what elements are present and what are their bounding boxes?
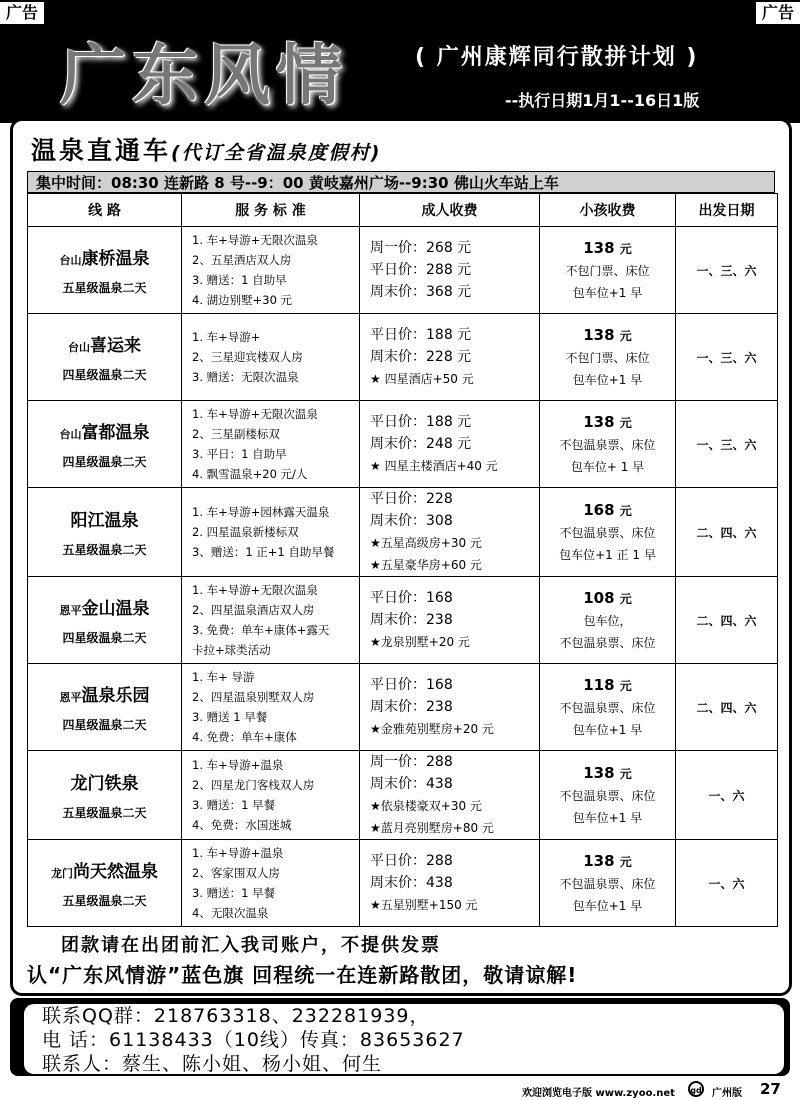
departure-days: 一、三、六 [676,314,778,401]
route-cell [28,227,182,314]
contact-qq: 联系QQ群：218763318、232281939， [42,1005,430,1027]
route-level: 四星级温泉二天 [62,631,147,645]
payment-note: 团款请在出团前汇入我司账户，不提供发票 [61,935,441,956]
child-price-cell [540,488,676,577]
adult-price-line: ★金雅苑别墅房+20 元 [370,722,494,736]
adult-price-line: ★五星别墅+150 元 [370,898,478,912]
departure-days: 一、三、六 [676,401,778,488]
service-item: 1. 车+ 导游 [192,670,255,684]
service-item: 4. 飘雪温泉+20 元/人 [192,467,308,481]
page-title: 广东风情 [60,36,348,114]
column-header-child: 小孩收费 [540,194,676,227]
child-price-cell [540,751,676,840]
table-row [28,314,778,401]
adult-price-line: 周末价：438 [370,776,453,792]
child-price: 168 [583,500,615,519]
service-item: 1. 车+导游+园林露天温泉 [192,505,330,519]
child-price: 108 [583,588,615,607]
service-item: 4. 免费：单车+康体 [192,730,297,744]
route-name: 龙门铁泉 [70,774,139,794]
service-cell [182,840,360,927]
route-name: 喜运来 [90,336,141,356]
service-item: 2. 四星温泉新楼标双 [192,525,299,539]
child-price-note: 不包温泉票、床位 [559,635,656,650]
child-price-unit: 元 [619,415,632,430]
child-price-note: 不包温泉票、床位 [559,525,656,540]
adult-price-cell [360,751,540,840]
route-level: 五星级温泉二天 [62,806,147,820]
service-cell [182,488,360,577]
service-item: 2、三星迎宾楼双人房 [192,350,303,364]
route-level: 四星级温泉二天 [62,455,147,469]
adult-price-line: 周末价：368 元 [370,284,472,300]
child-price-unit: 元 [619,766,632,781]
service-item: 3、赠送：1 正+1 自助早餐 [192,545,335,559]
child-price: 138 [583,325,615,344]
adult-price-line: ★ 四星主楼酒店+40 元 [370,459,498,473]
route-region: 恩平 [59,604,82,617]
service-item: 3. 赠送：1 早餐 [192,798,276,812]
service-item: 2、四星温泉酒店双人房 [192,603,315,617]
footer-browse-link[interactable]: 欢迎浏览电子版 www.zyoo.net [522,1088,675,1099]
header-banner [0,0,800,123]
route-region: 龙门 [51,867,73,880]
child-price-note: 不包温泉票、床位 [559,700,656,715]
ad-label-left: 广告 [0,2,44,24]
service-cell [182,401,360,488]
service-item: 卡拉+球类活动 [192,643,271,657]
child-price-note: 包车位， [583,613,632,628]
section-title-note: (代订全省温泉度假村) [171,142,382,164]
route-cell [28,488,182,577]
route-cell [28,577,182,664]
contact-box [10,998,790,1076]
adult-price-line: 周末价：438 [370,875,453,891]
adult-price-line: 平日价：188 元 [370,414,472,430]
adult-price-line: 平日价：168 [370,590,453,606]
child-price-unit: 元 [619,328,632,343]
service-item: 3. 免费：单车+康体+露天 [192,623,330,637]
route-region: 恩平 [59,691,82,704]
table-row [28,401,778,488]
table-row [28,840,778,927]
hot-spring-panel [10,118,792,996]
route-region: 台山 [68,341,90,354]
child-price-unit: 元 [619,591,632,606]
contact-phone: 电 话：61138433（10线）传真：83653627 [42,1029,465,1051]
child-price: 118 [583,675,615,694]
child-price-note: 不包门票、床位 [565,263,650,278]
service-item: 4. 湖边别墅+30 元 [192,293,293,307]
child-price-unit: 元 [619,241,632,256]
adult-price-line: 周一价：288 [370,754,453,770]
route-name: 康桥温泉 [81,249,150,269]
adult-price-line: ★蓝月亮别墅房+80 元 [370,821,494,835]
child-price-note: 不包门票、床位 [565,350,650,365]
service-item: 3. 赠送：1 自助早 [192,273,287,287]
child-price-cell [540,840,676,927]
column-header-route: 线 路 [28,194,182,227]
table-row [28,751,778,840]
route-cell [28,314,182,401]
route-region: 台山 [59,428,82,441]
child-price-unit: 元 [619,678,632,693]
service-item: 4、免费：水国迷城 [192,818,292,832]
column-header-days: 出发日期 [676,194,778,227]
child-price-cell [540,577,676,664]
adult-price-line: 周末价：238 [370,612,453,628]
table-row [28,664,778,751]
service-item: 1. 车+导游+温泉 [192,758,284,772]
adult-price-line: 周末价：248 元 [370,436,472,452]
child-price-note: 不包温泉票、床位 [559,437,656,452]
adult-price-cell [360,227,540,314]
return-note: 认“广东风情游”蓝色旗 回程统一在连新路散团，敬请谅解! [27,963,578,987]
service-item: 2、四星龙门客栈双人房 [192,778,315,792]
child-price: 138 [583,851,615,870]
child-price-note: 包车位+1 早 [572,722,643,737]
table-row [28,577,778,664]
child-price: 138 [583,763,615,782]
adult-price-cell [360,314,540,401]
adult-price-line: 平日价：288 [370,853,453,869]
service-item: 1. 车+导游+无限次温泉 [192,233,318,247]
route-region: 台山 [59,254,82,267]
table-row [28,488,778,577]
service-item: 3. 赠送 1 早餐 [192,710,268,724]
route-cell [28,664,182,751]
route-cell [28,751,182,840]
adult-price-cell [360,840,540,927]
service-cell [182,751,360,840]
service-cell [182,664,360,751]
child-price-note: 包车位+1 正 1 早 [559,547,656,562]
service-cell [182,314,360,401]
adult-price-line: 周一价：268 元 [370,240,472,256]
departure-days: 一、六 [676,751,778,840]
route-cell [28,401,182,488]
route-level: 五星级温泉二天 [62,543,147,557]
child-price-note: 不包温泉票、床位 [559,788,656,803]
child-price-note: 包车位+ 1 早 [570,459,645,474]
service-item: 1. 车+导游+无限次温泉 [192,407,318,421]
child-price-cell [540,314,676,401]
price-table [27,193,778,927]
route-level: 五星级温泉二天 [62,894,147,908]
route-name: 富都温泉 [81,423,150,443]
ad-label-right: 广告 [756,2,800,24]
adult-price-line: 平日价：288 元 [370,262,472,278]
child-price-note: 包车位+1 早 [572,898,643,913]
adult-price-cell [360,577,540,664]
child-price: 138 [583,412,615,431]
page-footer [0,1078,800,1100]
route-name: 温泉乐园 [81,686,150,706]
execution-period: --执行日期1月1--16日1版 [505,91,700,110]
child-price-unit: 元 [619,854,632,869]
adult-price-line: ★龙泉别墅+20 元 [370,635,470,649]
column-header-adult: 成人收费 [360,194,540,227]
adult-price-cell [360,401,540,488]
adult-price-line: 周末价：238 [370,699,453,715]
page-number: 27 [760,1080,781,1098]
route-level: 四星级温泉二天 [62,368,147,382]
service-item: 3. 平日：1 自助早 [192,447,287,461]
section-title [31,131,381,167]
table-header-row [28,194,778,227]
service-item: 1. 车+导游+温泉 [192,846,284,860]
route-cell [28,840,182,927]
route-name: 阳江温泉 [70,511,139,531]
service-item: 4、无限次温泉 [192,906,269,920]
child-price-unit: 元 [619,503,632,518]
adult-price-cell [360,664,540,751]
route-level: 五星级温泉二天 [62,281,147,295]
child-price-cell [540,401,676,488]
gather-time-bar: 集中时间：08:30 连新路 8 号--9：00 黄岐嘉州广场--9:30 佛山火车站上车 [27,171,775,193]
table-row [28,227,778,314]
service-cell [182,577,360,664]
adult-price-line: 周末价：228 元 [370,349,472,365]
contact-inner [24,1004,784,1074]
child-price-note: 不包温泉票、床位 [559,876,656,891]
adult-price-line: ★五星高级房+30 元 [370,536,482,550]
service-item: 3. 赠送：无限次温泉 [192,370,299,384]
departure-days: 一、三、六 [676,227,778,314]
footer-edition: 广州版 [712,1088,742,1099]
service-item: 1. 车+导游+无限次温泉 [192,583,318,597]
adult-price-line: ★ 四星酒店+50 元 [370,372,474,386]
column-header-service: 服 务 标 准 [182,194,360,227]
child-price-note: 包车位+1 早 [572,285,643,300]
service-item: 2、四星温泉别墅双人房 [192,690,315,704]
service-cell [182,227,360,314]
service-item: 3. 赠送：1 早餐 [192,886,276,900]
route-level: 四星级温泉二天 [62,718,147,732]
route-name: 金山温泉 [81,599,150,619]
child-price-cell [540,227,676,314]
service-item: 2、客家围双人房 [192,866,280,880]
service-item: 2、五星酒店双人房 [192,253,292,267]
departure-days: 二、四、六 [676,488,778,577]
adult-price-line: 周末价：308 [370,513,453,529]
adult-price-line: ★五星豪华房+60 元 [370,558,482,572]
departure-days: 一、六 [676,840,778,927]
adult-price-line: 平日价：188 元 [370,327,472,343]
departure-days: 二、四、六 [676,664,778,751]
adult-price-line: 平日价：228 [370,491,453,507]
adult-price-line: 平日价：168 [370,677,453,693]
section-title-text: 温泉直通车 [31,136,172,165]
brand-logo-icon: gd [688,1081,704,1097]
page-subtitle: ( 广州康辉同行散拼计划 ) [415,45,699,70]
departure-days: 二、四、六 [676,577,778,664]
child-price: 138 [583,238,615,257]
child-price-note: 包车位+1 早 [572,810,643,825]
service-item: 2、三星副楼标双 [192,427,280,441]
contact-people: 联系人：蔡生、陈小姐、杨小姐、何生 [42,1053,383,1075]
adult-price-cell [360,488,540,577]
route-name: 尚天然温泉 [73,862,158,882]
service-item: 1. 车+导游+ [192,330,261,344]
adult-price-line: ★依泉楼豪双+30 元 [370,799,482,813]
child-price-cell [540,664,676,751]
child-price-note: 包车位+1 早 [572,372,643,387]
